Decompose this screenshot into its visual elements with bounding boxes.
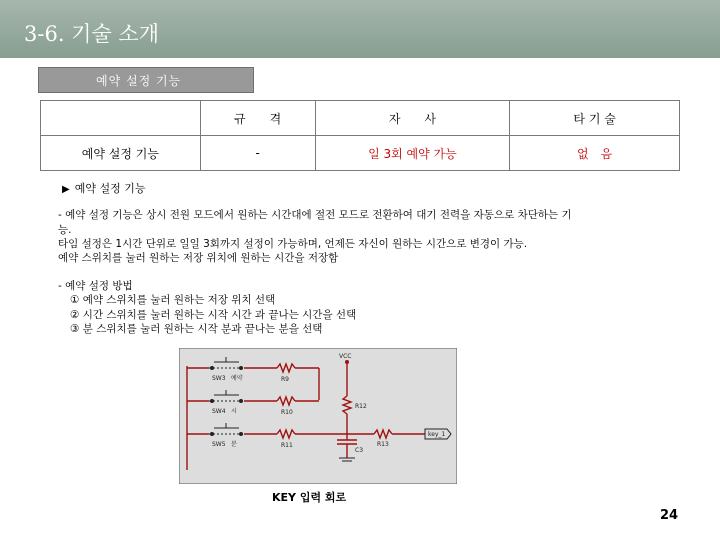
paragraph-line: - 예약 설정 기능은 상시 전원 모드에서 원하는 시간대에 절전 모드로 전환하여 대기 전력을 자동으로 차단하는 기 (58, 209, 572, 221)
paragraph-line: 타임 설정은 1시간 단위로 일일 3회까지 설정이 가능하며, 언제든 자신이 원하는 시간으로 변경이 가능. (58, 238, 528, 250)
table-header-cell (41, 101, 201, 136)
switch-contact (239, 432, 243, 436)
table-cell: 예약 설정 기능 (41, 136, 201, 171)
vcc-label: VCC (339, 353, 352, 360)
vcc-node (345, 360, 349, 364)
r11-label: R11 (281, 442, 293, 449)
page-number: 24 (660, 508, 679, 523)
triangle-bullet-icon: ▶ (62, 184, 70, 195)
paragraph-line: 능. (58, 224, 72, 236)
method-step: ② 시간 스위치를 눌러 원하는 시작 시간 과 끝나는 시간을 선택 (70, 309, 357, 321)
section-label: 예약 설정 기능 (38, 67, 254, 93)
switch-contact (210, 432, 214, 436)
table-cell: - (200, 136, 315, 171)
method-title: - 예약 설정 방법 (58, 280, 133, 292)
method-step: ③ 분 스위치를 눌러 원하는 시작 분과 끝나는 분을 선택 (70, 323, 323, 335)
switch-contact (239, 399, 243, 403)
bullet-text: 예약 설정 기능 (74, 182, 146, 195)
table-header-cell: 타 기 술 (510, 101, 680, 136)
sw5-label: SW5 (212, 441, 226, 448)
key-input-circuit-diagram (179, 348, 457, 484)
diagram-caption: KEY 입력 회로 (272, 491, 347, 504)
page-title: 3-6. 기술 소개 (24, 22, 159, 46)
c3-label: C3 (355, 447, 364, 454)
bullet-heading (62, 180, 145, 196)
table-cell: 없 음 (510, 136, 680, 171)
sw3-label: SW3 (212, 375, 226, 382)
switch-contact (210, 399, 214, 403)
sw4-note: 시 (231, 408, 237, 415)
method-step: ① 예약 스위치를 눌러 원하는 저장 위치 선택 (70, 294, 276, 306)
table-header-cell: 자 사 (315, 101, 510, 136)
table-cell: 일 3회 예약 가능 (315, 136, 510, 171)
spec-table (40, 100, 680, 171)
header-bar (0, 0, 720, 58)
r13-label: R13 (377, 441, 389, 448)
r10-label: R10 (281, 409, 293, 416)
table-row (41, 136, 680, 171)
sw5-note: 분 (231, 441, 237, 448)
table-header-cell: 규 격 (200, 101, 315, 136)
paragraph-line: 예약 스위치를 눌러 원하는 저장 위치에 원하는 시간을 저장함 (58, 252, 339, 264)
switch-contact (210, 366, 214, 370)
sw3-note: 예약 (231, 375, 243, 382)
sw4-label: SW4 (212, 408, 226, 415)
key-port-label: key_1 (428, 431, 446, 438)
switch-contact (239, 366, 243, 370)
table-header-row (41, 101, 680, 136)
r12-label: R12 (355, 403, 367, 410)
r9-label: R9 (281, 376, 289, 383)
